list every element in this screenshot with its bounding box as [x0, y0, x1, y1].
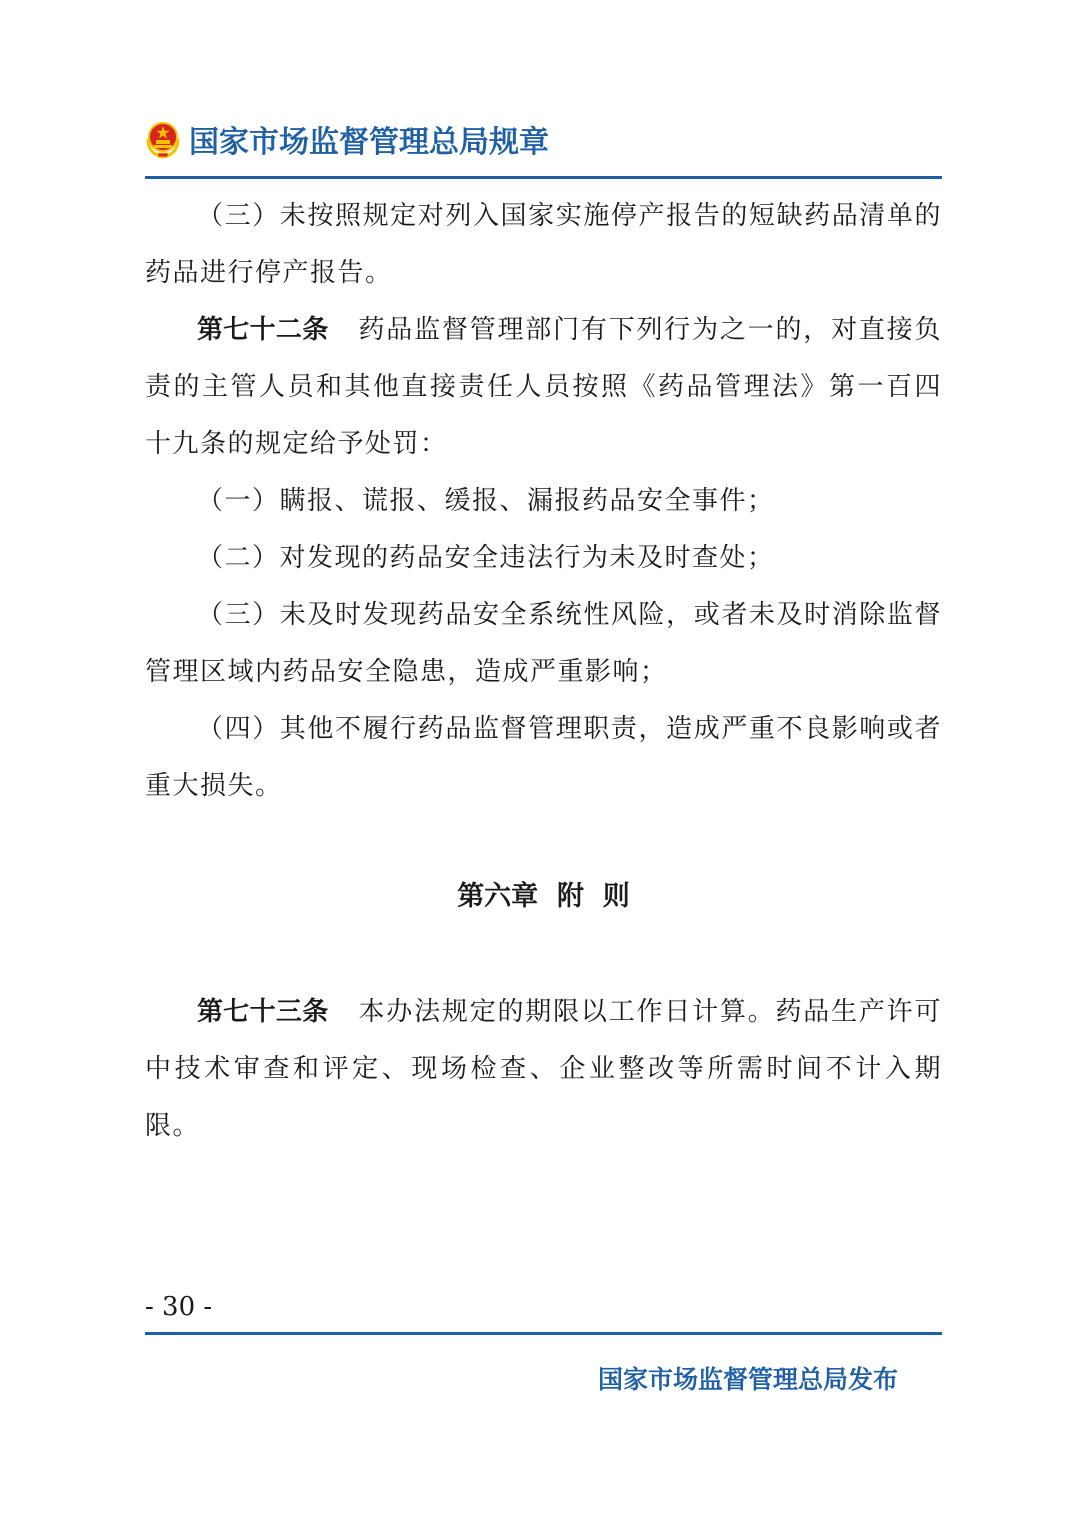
article-72-item-3: （三）未及时发现药品安全系统性风险，或者未及时消除监督管理区域内药品安全隐患，造成严重影响；	[145, 600, 942, 687]
article-72-item-2: （二）对发现的药品安全违法行为未及时查处；	[197, 543, 775, 573]
page-header	[145, 112, 549, 166]
footer-publisher: 国家市场监督管理总局发布	[597, 1365, 898, 1394]
national-emblem-icon	[145, 119, 181, 159]
article-72	[145, 302, 942, 473]
article-72-text: 药品监督管理部门有下列行为之一的，对直接负责的主管人员和其他直接责任人员按照《药品管理法》第一百四十九条的规定给予处罚：	[145, 315, 942, 459]
article-72-number: 第七十二条	[197, 315, 329, 345]
document-body-continued	[145, 984, 942, 1155]
header-title: 国家市场监督管理总局规章	[189, 125, 549, 160]
article-73-text: 本办法规定的期限以工作日计算。药品生产许可中技术审查和评定、现场检查、企业整改等所需时间不计入期限。	[145, 997, 942, 1141]
article-73-number: 第七十三条	[197, 997, 329, 1027]
article-73	[145, 984, 942, 1155]
header-divider	[145, 176, 942, 179]
chapter-title: 第六章 附 则	[457, 881, 630, 912]
paragraph-item-3-continued: （三）未按照规定对列入国家实施停产报告的短缺药品清单的药品进行停产报告。	[145, 201, 942, 288]
article-72-item-1: （一）瞒报、谎报、缓报、漏报药品安全事件；	[197, 486, 775, 516]
document-body	[145, 188, 942, 815]
page-number: - 30 -	[145, 1292, 213, 1322]
article-72-item-4: （四）其他不履行药品监督管理职责，造成严重不良影响或者重大损失。	[145, 714, 942, 801]
footer-divider	[145, 1332, 942, 1335]
